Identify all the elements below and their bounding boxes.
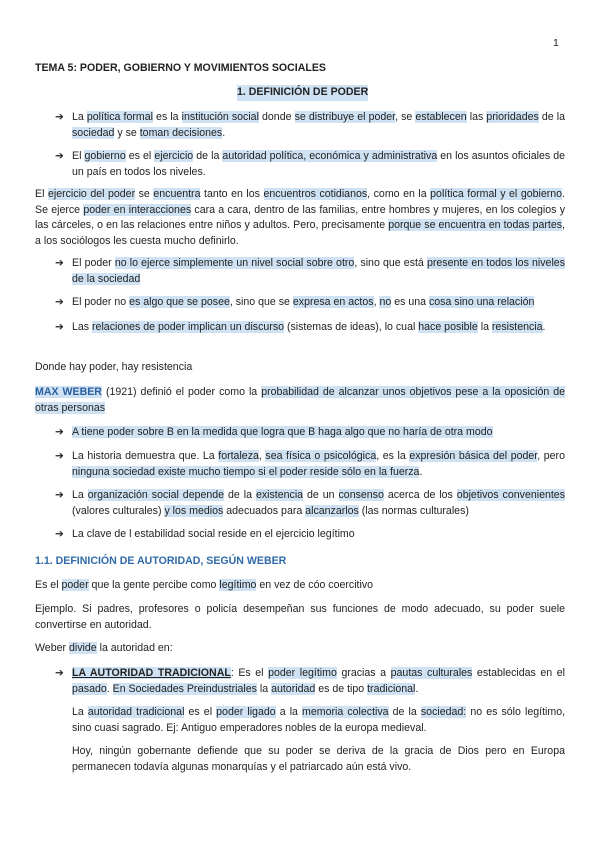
arrow-icon: ➔	[55, 150, 64, 162]
bullet-organizacion-social	[55, 488, 565, 519]
section-heading-poder: 1. DEFINICIÓN DE PODER	[237, 85, 368, 101]
bullet-text: Las relaciones de poder implican un discurso (sistemas de ideas), lo cual hace posible la resistencia.	[72, 321, 546, 333]
bullet-text: A tiene poder sobre B en la medida que logra que B haga algo que no haría de otra modo	[72, 426, 493, 438]
bullet-autoridad-tradicional	[55, 666, 565, 697]
bullet-poder-niveles	[55, 256, 565, 287]
arrow-icon: ➔	[55, 257, 64, 269]
bullet-text: La política formal es la institución social donde se distribuye el poder, se establecen las prioridades de la sociedad y se toman decisiones.	[72, 111, 565, 139]
arrow-icon: ➔	[55, 296, 64, 308]
arrow-icon: ➔	[55, 426, 64, 438]
arrow-icon: ➔	[55, 489, 64, 501]
arrow-icon: ➔	[55, 111, 64, 123]
paragraph-ejercicio-poder: El ejercicio del poder se encuentra tanto en los encuentros cotidianos, como en la política formal y el gobierno. Se ejerce poder en interacciones cara a cara, dentro de las familias, entre hombres y mujeres, en los colegios y las cárceles, o en las relaciones entre niños y adultos. Pero, precisamente porque se encuentra en todas partes, a los sociólogos les cuesta mucho definirlo.	[35, 188, 565, 247]
paragraph-memoria-colectiva: La autoridad tradicional es el poder ligado a la memoria colectiva de la sociedad: no es sólo legítimo, sino cuasi sagrado. Ej: Antiguo emperadores nobles de la europa medieval.	[72, 706, 566, 734]
arrow-icon: ➔	[55, 528, 64, 540]
bullet-a-poder-b	[55, 425, 565, 441]
bullet-text: La clave de l estabilidad social reside en el ejercicio legítimo	[72, 528, 355, 540]
paragraph-max-weber: MAX WEBER (1921) definió el poder como la probabilidad de alcanzar unos objetivos pese a la oposición de otras personas	[35, 386, 565, 414]
bullet-historia-fuerza	[55, 449, 565, 480]
paragraph-weber-divide: Weber divide la autoridad en:	[35, 642, 173, 654]
bullet-poder-relacion	[55, 295, 565, 311]
bullet-text: La organización social depende de la existencia de un consenso acerca de los objetivos convenientes (valores culturales) y los medios adecuados para alcanzarlos (las normas culturales)	[72, 489, 565, 517]
arrow-icon: ➔	[55, 667, 64, 679]
paragraph-ejemplo: Ejemplo. Si padres, profesores o policía desempeñan sus funciones de modo adecuado, su poder suele convertirse en autoridad.	[35, 603, 565, 631]
bullet-text: El poder no lo ejerce simplemente un nivel social sobre otro, sino que está presente en todos los niveles de la sociedad	[72, 257, 565, 285]
paragraph-autoridad-def: Es el poder que la gente percibe como legítimo en vez de cóo coercitivo	[35, 579, 374, 591]
document-title: TEMA 5: PODER, GOBIERNO Y MOVIMIENTOS SOCIALES	[35, 62, 326, 74]
bullet-text: El poder no es algo que se posee, sino que se expresa en actos, no es una cosa sino una relación	[72, 296, 535, 308]
bullet-politica-formal	[55, 110, 565, 141]
paragraph-monarquias: Hoy, ningún gobernante defiende que su poder se deriva de la gracia de Dios pero en Europa permanecen todavía algunas monarquías y el patriarcado aún está vivo.	[72, 745, 565, 773]
bullet-relaciones-discurso	[55, 320, 565, 336]
arrow-icon: ➔	[55, 450, 64, 462]
bullet-gobierno	[55, 149, 565, 180]
bullet-text: LA AUTORIDAD TRADICIONAL: Es el poder legítimo gracias a pautas culturales establecidas en el pasado. En Sociedades Preindustriales la autoridad es de tipo tradicional.	[72, 667, 565, 695]
page-number: 1	[553, 37, 559, 49]
bullet-text: La historia demuestra que. La fortaleza, sea física o psicológica, es la expresión básica del poder, pero ninguna sociedad existe mucho tiempo si el poder reside sólo en la fuerza.	[72, 450, 565, 478]
section-heading-autoridad: 1.1. DEFINICIÓN DE AUTORIDAD, SEGÚN WEBER	[35, 555, 287, 567]
paragraph-resistencia: Donde hay poder, hay resistencia	[35, 361, 193, 373]
bullet-clave-estabilidad	[55, 527, 565, 543]
bullet-text: El gobierno es el ejercicio de la autoridad política, económica y administrativa en los asuntos oficiales de un país en todos los niveles.	[72, 150, 566, 178]
arrow-icon: ➔	[55, 321, 64, 333]
